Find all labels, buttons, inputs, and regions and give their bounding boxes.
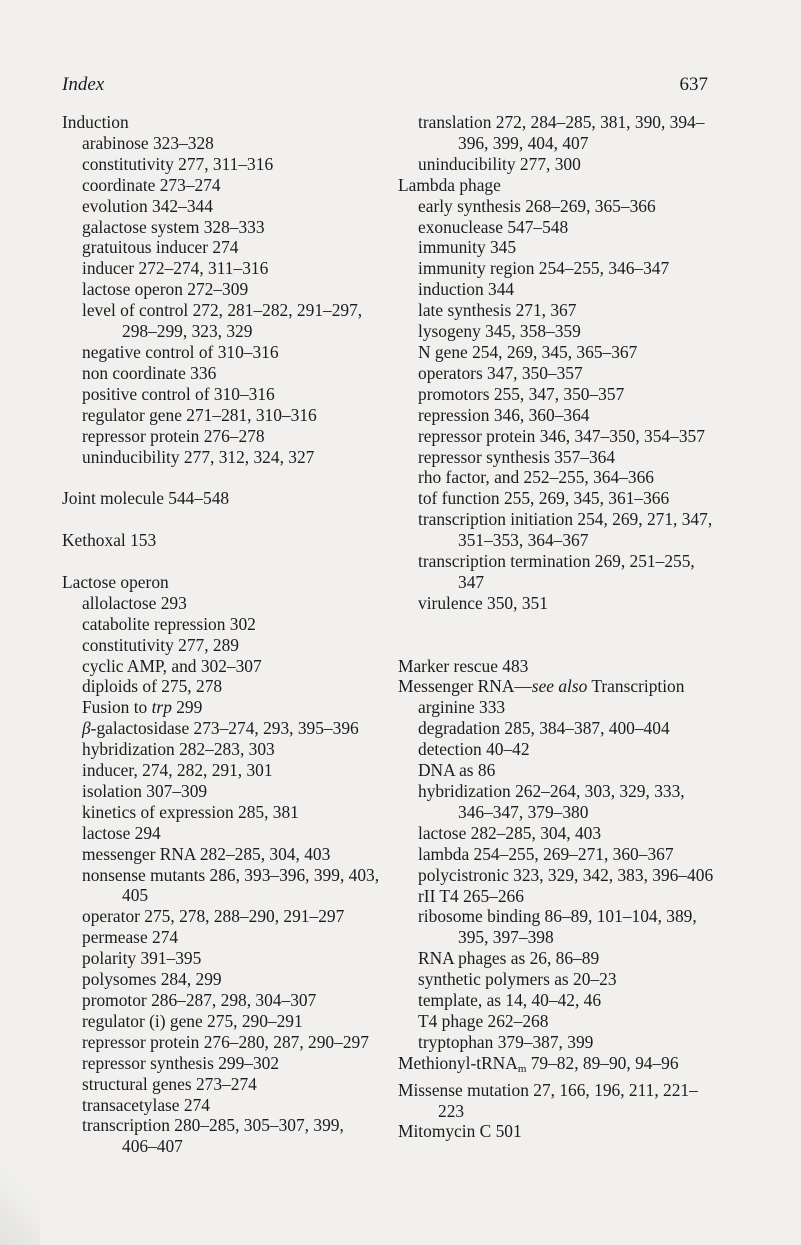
index-subentry: cyclic AMP, and 302–307 (82, 655, 262, 676)
index-subentry: polysomes 284, 299 (82, 969, 222, 990)
index-subentry: arabinose 323–328 (82, 132, 214, 153)
index-subentry: lambda 254–255, 269–271, 360–367 (418, 843, 674, 864)
index-subentry: degradation 285, 384–387, 400–404 (418, 718, 670, 739)
index-subentry: coordinate 273–274 (82, 174, 221, 195)
index-heading-missense-mutation: Missense mutation 27, 166, 196, 211, 221–223 (398, 1079, 698, 1121)
index-subentry: rho factor, and 252–255, 364–366 (418, 467, 654, 488)
index-heading-methionyl-trna (398, 1053, 714, 1080)
page-number: 637 (679, 74, 708, 95)
index-subentry: uninducibility 277, 312, 324, 327 (82, 446, 315, 467)
page-header (62, 74, 708, 100)
index-subentry: lysogeny 345, 358–359 (418, 321, 581, 342)
index-heading-kethoxal: Kethoxal 153 (62, 530, 157, 551)
spacer (62, 467, 382, 488)
see-also: see also (531, 676, 588, 697)
index-subentry: gratuitous inducer 274 (82, 237, 239, 258)
index-subentry: ribosome binding 86–89, 101–104, 389, 395, 397–398 (418, 906, 697, 948)
index-subentry: structural genes 273–274 (82, 1073, 257, 1094)
index-subentry: nonsense mutants 286, 393–396, 399, 403, 405 (82, 864, 380, 906)
index-subentry: transcription initiation 254, 269, 271, 347, 351–353, 364–367 (418, 509, 713, 551)
beta-symbol: β (82, 718, 91, 739)
index-subentry: tof function 255, 269, 345, 361–366 (418, 488, 670, 509)
index-subentry: constitutivity 277, 289 (82, 634, 239, 655)
index-subentry: polarity 391–395 (82, 948, 202, 969)
index-subentry: repression 346, 360–364 (418, 404, 590, 425)
index-subentry: DNA as 86 (418, 760, 496, 781)
index-subentry: inducer 272–274, 311–316 (82, 258, 269, 279)
index-subentry: operators 347, 350–357 (418, 362, 583, 383)
index-subentry: galactose system 328–333 (82, 216, 265, 237)
index-subentry: evolution 342–344 (82, 195, 213, 216)
messenger-rna-label: Messenger RNA— (398, 676, 532, 697)
index-subentry: inducer, 274, 282, 291, 301 (82, 760, 273, 781)
index-subentry: exonuclease 547–548 (418, 216, 569, 237)
spacer (398, 614, 714, 656)
index-subentry: tryptophan 379–387, 399 (418, 1031, 594, 1052)
index-subentry: messenger RNA 282–285, 304, 403 (82, 843, 331, 864)
methionyl-pages: 79–82, 89–90, 94–96 (526, 1052, 679, 1073)
index-heading-marker-rescue: Marker rescue 483 (398, 655, 529, 676)
index-subentry: arginine 333 (418, 697, 506, 718)
index-heading-lactose-operon: Lactose operon (62, 571, 169, 592)
index-subentry: diploids of 275, 278 (82, 676, 223, 697)
index-subentry: immunity 345 (418, 237, 517, 258)
index-subentry: transcription termination 269, 251–255, 347 (418, 551, 695, 592)
fusion-label: Fusion to (82, 697, 152, 718)
index-column-left (62, 112, 382, 1157)
index-subentry: promotors 255, 347, 350–357 (418, 383, 625, 404)
index-subentry: transacetylase 274 (82, 1094, 210, 1115)
index-subentry: isolation 307–309 (82, 780, 208, 801)
index-subentry: repressor protein 276–278 (82, 425, 265, 446)
index-subentry: constitutivity 277, 311–316 (82, 153, 274, 174)
index-subentry: rII T4 265–266 (418, 885, 524, 906)
methionyl-label: Methionyl-tRNA (398, 1052, 518, 1073)
index-subentry: hybridization 262–264, 303, 329, 333, 346–347, 379–380 (418, 780, 685, 822)
index-subentry: T4 phage 262–268 (418, 1010, 549, 1031)
index-subentry: positive control of 310–316 (82, 383, 275, 404)
index-subentry: uninducibility 277, 300 (418, 153, 581, 174)
index-subentry: late synthesis 271, 367 (418, 300, 577, 321)
index-subentry: level of control 272, 281–282, 291–297, 298–299, 323, 329 (82, 300, 363, 342)
index-column-right (398, 112, 714, 1142)
index-subentry: repressor synthesis 357–364 (418, 446, 616, 467)
index-subentry: induction 344 (418, 279, 515, 300)
index-subentry: regulator (i) gene 275, 290–291 (82, 1010, 303, 1031)
spacer (62, 551, 382, 572)
spacer (62, 509, 382, 530)
index-subentry: N gene 254, 269, 345, 365–367 (418, 341, 638, 362)
fusion-page: 299 (171, 697, 203, 718)
index-heading-lambda-phage: Lambda phage (398, 174, 501, 195)
index-subentry: repressor protein 346, 347–350, 354–357 (418, 425, 705, 446)
index-subentry: allolactose 293 (82, 592, 187, 613)
index-subentry: early synthesis 268–269, 365–366 (418, 195, 656, 216)
index-subentry: negative control of 310–316 (82, 341, 279, 362)
index-subentry: catabolite repression 302 (82, 613, 256, 634)
index-subentry: promotor 286–287, 298, 304–307 (82, 990, 317, 1011)
index-subentry: permease 274 (82, 927, 179, 948)
index-subentry: translation 272, 284–285, 381, 390, 394–396, 399, 404, 407 (418, 112, 705, 153)
methionyl-subscript: m (517, 1062, 527, 1075)
index-subentry: kinetics of expression 285, 381 (82, 801, 299, 822)
index-heading-joint-molecule: Joint molecule 544–548 (62, 488, 230, 509)
running-title: Index (62, 74, 105, 95)
see-also-target: Transcription (587, 676, 685, 697)
index-heading-mitomycin-c: Mitomycin C 501 (398, 1121, 522, 1142)
index-subentry: polycistronic 323, 329, 342, 383, 396–406 (418, 864, 714, 885)
index-subentry: immunity region 254–255, 346–347 (418, 258, 670, 279)
index-subentry: detection 40–42 (418, 739, 530, 760)
page-corner-shade (0, 1165, 40, 1245)
index-subentry: template, as 14, 40–42, 46 (418, 990, 602, 1011)
fusion-trp: trp (151, 697, 172, 718)
index-subentry: lactose 294 (82, 822, 161, 843)
index-subentry: lactose 282–285, 304, 403 (418, 822, 602, 843)
index-subentry: repressor protein 276–280, 287, 290–297 (82, 1031, 369, 1052)
index-subentry: lactose operon 272–309 (82, 279, 249, 300)
index-subentry-galactosidase (62, 718, 382, 739)
index-subentry: operator 275, 278, 288–290, 291–297 (82, 906, 345, 927)
index-subentry: synthetic polymers as 20–23 (418, 969, 617, 990)
index-subentry: virulence 350, 351 (418, 592, 548, 613)
index-subentry: repressor synthesis 299–302 (82, 1052, 280, 1073)
index-subentry: regulator gene 271–281, 310–316 (82, 404, 317, 425)
index-subentry: non coordinate 336 (82, 362, 217, 383)
index-heading-induction: Induction (62, 112, 129, 132)
index-heading-messenger-rna (398, 676, 714, 697)
galactosidase-text: -galactosidase 273–274, 293, 395–396 (90, 718, 359, 739)
index-subentry: RNA phages as 26, 86–89 (418, 948, 600, 969)
index-subentry: transcription 280–285, 305–307, 399, 406–407 (82, 1115, 344, 1157)
index-subentry-fusion (62, 697, 382, 718)
index-subentry: hybridization 282–283, 303 (82, 739, 275, 760)
